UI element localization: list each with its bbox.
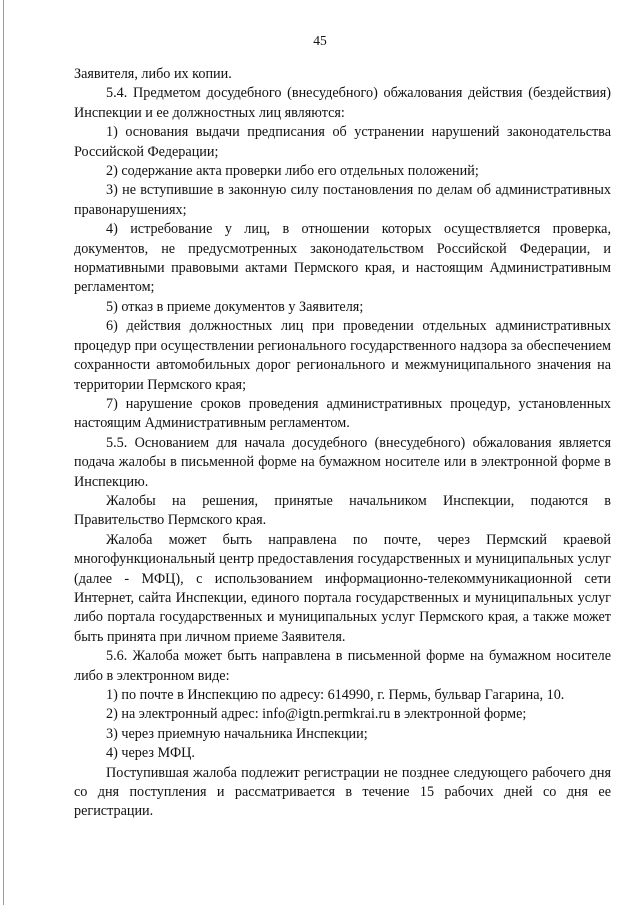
page-number: 45 bbox=[313, 33, 327, 48]
section-5-6: 5.6. Жалоба может быть направлена в письменной форме на бумажном носителе либо в электронном виде: bbox=[74, 648, 611, 684]
paragraph: Жалобы на решения, принятые начальником Инспекции, подаются в Правительство Пермского края. bbox=[74, 492, 611, 529]
section-5-4: 5.4. Предметом досудебного (внесудебного) обжалования действия (бездействия) Инспекции и ее должностных лиц являются: bbox=[74, 85, 611, 121]
paragraph: Заявителя, либо их копии. bbox=[74, 66, 232, 82]
list-item-6: 6) действия должностных лиц при проведении отдельных административных процедур при осуществлении регионального государственного надзора за обеспечением сохранности автомобильных дорог регионального и межмуниципального значения на территории Пермского края; bbox=[74, 318, 611, 393]
section-5-5: 5.5. Основанием для начала досудебного (внесудебного) обжалования является подача жалобы в письменной форме на бумажном носителе или в электронной форме в Инспекцию. bbox=[74, 434, 611, 490]
list-item-1: 1) основания выдачи предписания об устранении нарушений законодательства Российской Федерации; bbox=[74, 124, 611, 160]
list-item-7: 7) нарушение сроков проведения административных процедур, установленных настоящим Административным регламентом. bbox=[74, 395, 611, 432]
list-item-2: 2) содержание акта проверки либо его отдельных положений; bbox=[106, 163, 479, 180]
address-item-1: 1) по почте в Инспекцию по адресу: 614990, г. Пермь, бульвар Гагарина, 10. bbox=[106, 687, 565, 703]
list-item-5: 5) отказ в приеме документов у Заявителя; bbox=[106, 298, 364, 315]
scan-edge-line bbox=[3, 0, 4, 905]
address-item-2: 2) на электронный адрес: info@igtn.permkrai.ru в электронной форме; bbox=[106, 706, 527, 723]
address-item-3: 3) через приемную начальника Инспекции; bbox=[106, 725, 368, 742]
paragraph: Поступившая жалоба подлежит регистрации не позднее следующего рабочего дня со дня поступления и рассматривается в течение 15 рабочих дней со дня ее регистрации. bbox=[74, 764, 611, 820]
paragraph: Жалоба может быть направлена по почте, через Пермский краевой многофункциональный центр предоставления государственных и муниципальных услуг (далее - МФЦ), с использованием информационно-телекоммуникационной сети Интернет, сайта Инспекции, единого портала государственных и муниципальных услуг либо портала государственных и муниципальных услуг Пермского края, а также может быть принята при личном приеме Заявителя. bbox=[74, 531, 611, 645]
address-item-4: 4) через МФЦ. bbox=[106, 745, 195, 762]
list-item-3: 3) не вступившие в законную силу постановления по делам об административных правонарушениях; bbox=[74, 182, 611, 218]
document-body bbox=[74, 65, 611, 822]
list-item-4: 4) истребование у лиц, в отношении которых осуществляется проверка, документов, не предусмотренных законодательством Российской Федерации, и нормативными правовыми актами Пермского края, и настоящим Административным регламентом; bbox=[74, 221, 611, 296]
